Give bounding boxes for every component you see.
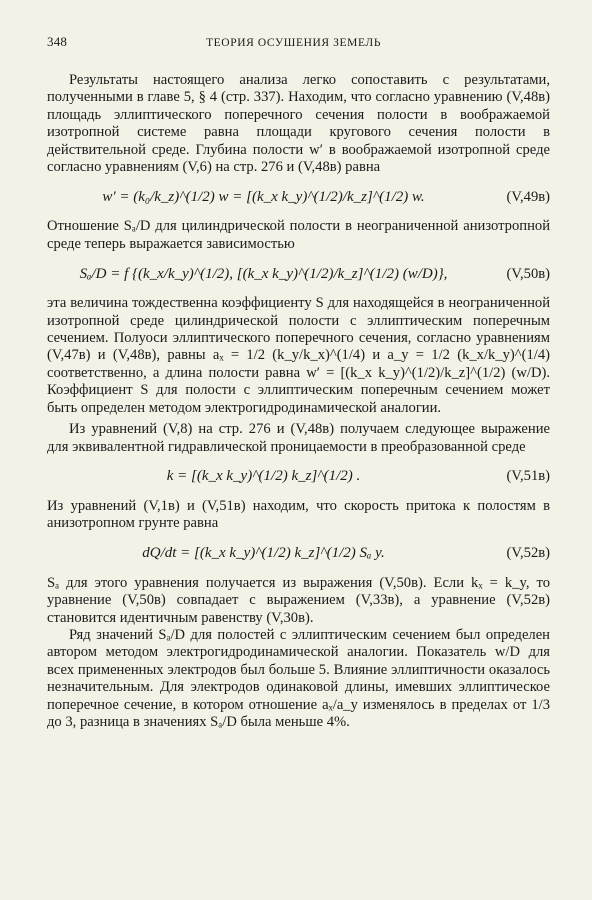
equation-v50-number: (V,50в) — [506, 265, 550, 282]
equation-v51-number: (V,51в) — [506, 468, 550, 485]
equation-v49 — [47, 178, 550, 216]
equation-v51-formula: k = [(k_x k_y)^(1/2) k_z]^(1/2) . — [166, 468, 361, 485]
equation-v49-formula: w′ = (k₀/k_z)^(1/2) w = [(k_x k_y)^(1/2)/k_z]^(1/2) w. — [102, 188, 425, 205]
equation-v51 — [47, 458, 550, 496]
paragraph-7: Ряд значений Sₐ/D для полостей с эллиптическим сечением был определен автором методом электрогидродинамической аналогии. Показатель w/D для всех примененных электродов был больше 5. Влияние эллиптичности оказалось незначительным. Для электродов одинаковой длины, имевших эллиптическое поперечное сечение, в котором отношение aₓ/a_y изменялось в пределах от 1/3 до 3, разница в значениях Sₐ/D была меньше 4%. — [47, 626, 550, 730]
paragraph-1: Результаты настоящего анализа легко сопоставить с результатами, полученными в главе 5, § 4 (стр. 337). Находим, что согласно уравнению (V,48в) площадь эллиптического поперечного сечения полости в воображаемой изотропной системе равна площади кругового сечения полости в действительной среде. Глубина полости w′ в воображаемой изотропной среде согласно уравнениям (V,6) на стр. 276 и (V,48в) равна — [47, 72, 550, 176]
equation-v52-formula: dQ/dt = [(k_x k_y)^(1/2) k_z]^(1/2) Sₐ y. — [142, 545, 385, 562]
paragraph-6: Sₐ для этого уравнения получается из выражения (V,50в). Если kₓ = k_y, то уравнение (V,50в) совпадает с выражением (V,33в), а уравнение (V,52в) становится идентичным равенству (V,30в). — [47, 574, 550, 626]
equation-v52 — [47, 535, 550, 573]
page-header — [47, 34, 550, 50]
running-title: ТЕОРИЯ ОСУШЕНИЯ ЗЕМЕЛЬ — [206, 37, 382, 49]
equation-v50-formula: Sₐ/D = f {(k_x/k_y)^(1/2), [(k_x k_y)^(1/2)/k_z]^(1/2) (w/D)}, — [79, 265, 448, 282]
paragraph-5: Из уравнений (V,1в) и (V,51в) находим, что скорость притока к полостям в анизотропном грунте равна — [47, 497, 550, 532]
page-number: 348 — [47, 34, 68, 49]
equation-v50 — [47, 255, 550, 293]
paragraph-4: Из уравнений (V,8) на стр. 276 и (V,48в) получаем следующее выражение для эквивалентной гидравлической проницаемости в преобразованной среде — [47, 421, 550, 455]
paragraph-2: Отношение Sₐ/D для цилиндрической полости в неограниченной анизотропной среде теперь выражается зависимостью — [47, 218, 550, 252]
paragraph-3: эта величина тождественна коэффициенту S для находящейся в неограниченной изотропной среде цилиндрической полости с эллиптическим поперечным сечением. Полуоси эллиптического поперечного сечения, согласно уравнениям (V,47в) и (V,48в), равны aₓ = 1/2 (k_y/k_x)^(1/4) и a_y = 1/2 (k_x/k_y)^(1/4) соответственно, а длина полости равна w′ = [(k_x k_y)^(1/2)/k_z]^(1/2) (w/D). Коэффициент S для полости с эллиптическим поперечным сечением может быть определен методом электрогидродинамической аналогии. — [47, 295, 550, 416]
equation-v52-number: (V,52в) — [506, 545, 550, 562]
equation-v49-number: (V,49в) — [506, 188, 550, 205]
